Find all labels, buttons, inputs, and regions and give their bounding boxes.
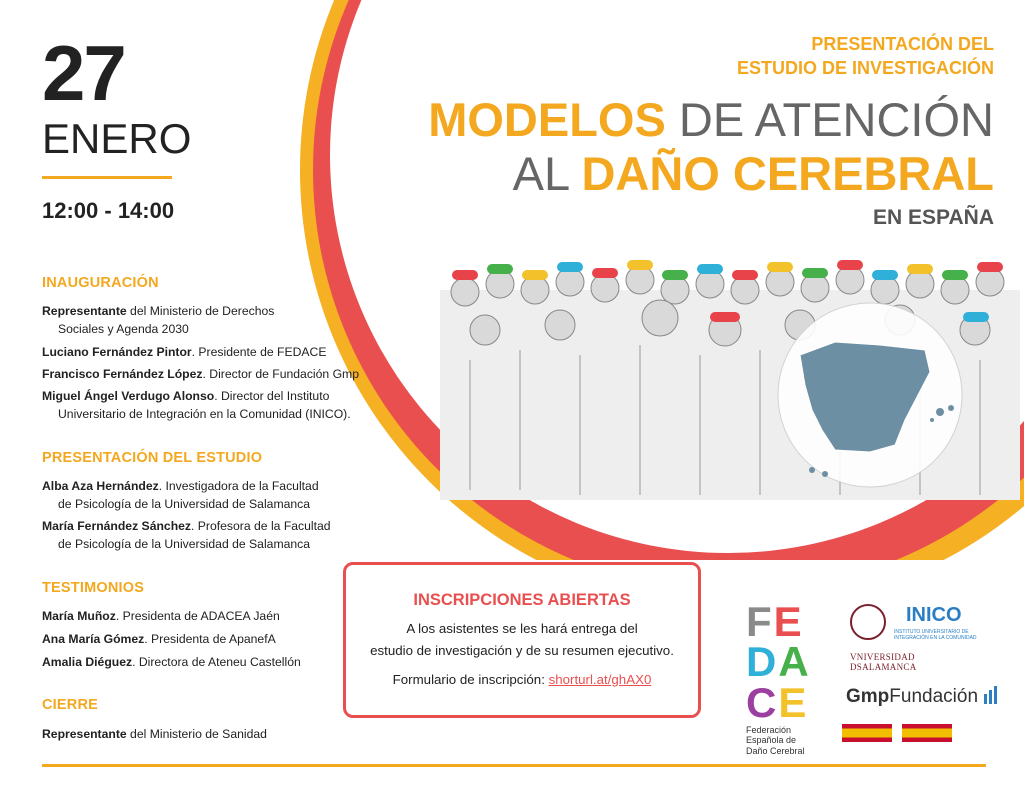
inico-wordmark: INICO bbox=[906, 604, 962, 626]
fedace-row-1 bbox=[746, 598, 826, 645]
program-item bbox=[42, 608, 372, 626]
speaker-role: del Ministerio de Sanidad bbox=[126, 727, 267, 741]
speaker-role: . Presidenta de ApanefA bbox=[144, 632, 276, 646]
fedace-row-3 bbox=[746, 678, 826, 726]
government-logo-icon bbox=[902, 724, 952, 742]
fedace-letter: A bbox=[778, 638, 811, 686]
program-item bbox=[42, 366, 372, 384]
registration-text-line-2: estudio de investigación y de su resumen ejecutivo. bbox=[370, 642, 674, 658]
fedace-caption bbox=[746, 725, 826, 756]
form-label: Formulario de inscripción: bbox=[392, 671, 549, 687]
program-item bbox=[42, 726, 372, 744]
title-light-1: DE ATENCIÓN bbox=[665, 93, 994, 146]
registration-link[interactable]: shorturl.at/ghAX0 bbox=[548, 671, 652, 687]
speaker-role: . Presidenta de ADACEA Jaén bbox=[115, 609, 280, 623]
fedace-caption-3: Daño Cerebral bbox=[746, 745, 805, 756]
title-line-3: EN ESPAÑA bbox=[873, 206, 994, 229]
bottom-divider bbox=[42, 764, 986, 767]
section-estudio: PRESENTACIÓN DEL ESTUDIO bbox=[42, 450, 263, 466]
speaker-role: . Profesora de la Facultad bbox=[191, 519, 331, 533]
program-item bbox=[42, 654, 372, 672]
pre-title-line-1: PRESENTACIÓN DEL bbox=[811, 34, 994, 54]
date-divider bbox=[42, 176, 172, 179]
program-item bbox=[42, 303, 372, 338]
program-item bbox=[42, 388, 372, 423]
title-strong-2: DAÑO CEREBRAL bbox=[581, 147, 994, 200]
speaker-name: Representante bbox=[42, 304, 127, 318]
inico-subtitle: INSTITUTO UNIVERSITARIO DE INTEGRACIÓN EN LA COMUNIDAD bbox=[894, 629, 977, 641]
spain-map bbox=[778, 303, 962, 487]
registration-form bbox=[346, 672, 698, 687]
speaker-role-cont: de Psicología de la Universidad de Salamanca bbox=[58, 536, 311, 551]
speaker-role-cont: de Psicología de la Universidad de Salamanca bbox=[58, 496, 311, 511]
fedace-row-2 bbox=[746, 638, 826, 686]
registration-box bbox=[343, 562, 701, 718]
speaker-role: . Presidente de FEDACE bbox=[191, 345, 327, 359]
title-strong-1: MODELOS bbox=[428, 93, 666, 146]
section-inauguracion: INAUGURACIÓN bbox=[42, 275, 159, 291]
speaker-name: Francisco Fernández López bbox=[42, 367, 203, 381]
fedace-caption-1: Federación bbox=[746, 724, 792, 735]
gmp-strong: Gmp bbox=[846, 686, 890, 707]
inico-usal-logo bbox=[850, 602, 980, 672]
event-day: 27 bbox=[42, 29, 125, 117]
speaker-name: Representante bbox=[42, 727, 127, 741]
speaker-name: Ana María Gómez bbox=[42, 632, 145, 646]
fedace-letter: E bbox=[773, 598, 804, 645]
gmp-bars-icon bbox=[984, 686, 997, 710]
title-light-2: AL bbox=[512, 147, 582, 200]
section-cierre: CIERRE bbox=[42, 697, 98, 713]
registration-title: INSCRIPCIONES ABIERTAS bbox=[413, 591, 631, 609]
gmp-light: Fundación bbox=[889, 686, 979, 707]
gmp-logo bbox=[846, 686, 997, 710]
speaker-name: María Fernández Sánchez bbox=[42, 519, 192, 533]
usal-seal-icon bbox=[850, 604, 886, 640]
registration-text bbox=[346, 618, 698, 662]
title-line-1 bbox=[428, 93, 994, 146]
event-month: ENERO bbox=[42, 115, 192, 162]
speaker-role: . Director de Fundación Gmp bbox=[202, 367, 359, 381]
government-logo-icon bbox=[842, 724, 892, 742]
speaker-name: María Muñoz bbox=[42, 609, 116, 623]
event-time: 12:00 - 14:00 bbox=[42, 198, 175, 223]
government-logos bbox=[842, 724, 952, 747]
program-item bbox=[42, 478, 372, 513]
fedace-letter: E bbox=[778, 678, 809, 726]
pre-title bbox=[737, 32, 994, 81]
fedace-logo bbox=[746, 598, 826, 756]
speaker-role-cont: Universitario de Integración en la Comunidad (INICO). bbox=[58, 406, 351, 421]
speaker-name: Luciano Fernández Pintor bbox=[42, 345, 192, 359]
speaker-role: . Director del Instituto bbox=[214, 389, 330, 403]
speaker-name: Miguel Ángel Verdugo Alonso bbox=[42, 389, 215, 403]
fedace-letter: D bbox=[746, 638, 779, 686]
speaker-role: del Ministerio de Derechos bbox=[126, 304, 275, 318]
program-item bbox=[42, 344, 372, 362]
speaker-name: Amalia Diéguez bbox=[42, 655, 133, 669]
pre-title-line-2: ESTUDIO DE INVESTIGACIÓN bbox=[736, 58, 994, 79]
speaker-name: Alba Aza Hernández bbox=[42, 479, 159, 493]
speaker-role: . Investigadora de la Facultad bbox=[158, 479, 319, 493]
program-item bbox=[42, 631, 372, 649]
usal-wordmark: VNIVERSIDAD DSALAMANCA bbox=[850, 652, 917, 672]
speaker-role-cont: Sociales y Agenda 2030 bbox=[58, 321, 189, 336]
title-line-2 bbox=[512, 147, 994, 200]
registration-text-line-1: A los asistentes se les hará entrega del bbox=[406, 621, 638, 636]
section-testimonios: TESTIMONIOS bbox=[42, 580, 145, 596]
fedace-letter: C bbox=[746, 678, 779, 726]
program-item bbox=[42, 518, 372, 553]
fedace-letter: F bbox=[746, 598, 774, 645]
fedace-caption-2: Española de bbox=[746, 735, 797, 746]
speaker-role: . Directora de Ateneu Castellón bbox=[132, 655, 301, 669]
